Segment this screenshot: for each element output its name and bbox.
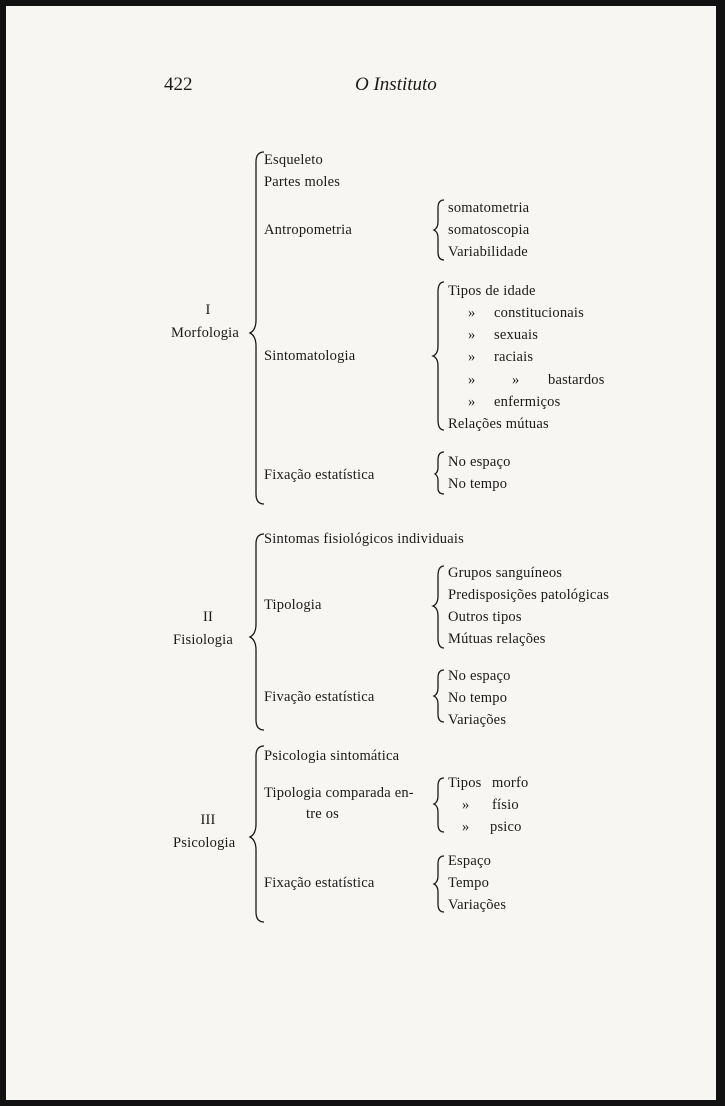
sub-tipos-de-idade: Tipos de idade <box>448 283 536 299</box>
sub-fisio: físio <box>492 797 519 813</box>
sub-variacoes: Variações <box>448 712 507 728</box>
sub-variabilidade: Variabilidade <box>448 244 528 260</box>
sub-outros-tipos: Outros tipos <box>448 609 522 625</box>
ditto-mark: » <box>468 327 476 343</box>
brace-morfologia <box>250 152 264 504</box>
ditto-mark: » <box>512 372 520 388</box>
brace-tipologia-comparada <box>434 778 444 832</box>
ditto-mark: » <box>462 797 470 813</box>
sub-constitucionais: constitucionais <box>494 305 584 321</box>
item-sintomatologia: Sintomatologia <box>264 348 356 364</box>
item-psicologia-sintomatica: Psicologia sintomática <box>264 748 400 764</box>
brace-fixacao-3 <box>434 856 444 912</box>
sub-no-espaco: No espaço <box>448 454 511 470</box>
item-tipologia-comparada: Tipologia comparada en- <box>264 785 414 801</box>
ditto-mark: » <box>468 305 476 321</box>
ditto-mark: » <box>468 372 476 388</box>
sub-relacoes-mutuas: Relações mútuas <box>448 416 549 432</box>
brace-tipologia <box>433 566 444 648</box>
sub-tempo: Tempo <box>448 875 490 891</box>
section-numeral-3: III <box>200 812 216 828</box>
item-fivacao-estatistica: Fivação estatística <box>264 689 375 705</box>
brace-sintomatologia <box>433 282 444 430</box>
item-tipologia-comparada-cont: tre os <box>306 806 340 822</box>
sub-bastardos: bastardos <box>548 372 605 388</box>
section-numeral-2: II <box>202 609 214 625</box>
sub-somatoscopia: somatoscopia <box>448 222 530 238</box>
book-page <box>6 6 716 1100</box>
item-sintomas-fisiologicos: Sintomas fisiológicos individuais <box>264 531 464 547</box>
page-number: 422 <box>164 74 193 95</box>
sub-no-tempo: No tempo <box>448 690 508 706</box>
running-title: O Instituto <box>355 74 437 95</box>
sub-somatometria: somatometria <box>448 200 530 216</box>
sub-predisposicoes: Predisposições patológicas <box>448 587 610 603</box>
ditto-mark: » <box>462 819 470 835</box>
item-partes-moles: Partes moles <box>264 174 341 190</box>
section-numeral-1: I <box>205 302 211 318</box>
sub-no-espaco: No espaço <box>448 668 511 684</box>
sub-sexuais: sexuais <box>494 327 539 343</box>
sub-raciais: raciais <box>494 349 534 365</box>
sub-mutuas-relacoes: Mútuas relações <box>448 631 546 647</box>
item-fixacao-estatistica: Fixação estatística <box>264 467 375 483</box>
brace-psicologia <box>250 746 264 922</box>
section-title-psicologia: Psicologia <box>173 835 236 851</box>
section-title-morfologia: Morfologia <box>171 325 240 341</box>
sub-grupos-sanguineos: Grupos sanguíneos <box>448 565 563 581</box>
brace-fixacao-1 <box>435 452 444 494</box>
item-antropometria: Antropometria <box>264 222 352 238</box>
ditto-mark: » <box>468 349 476 365</box>
item-esqueleto: Esqueleto <box>264 152 323 168</box>
brace-antropometria <box>434 200 444 260</box>
sub-psico: psico <box>490 819 522 835</box>
sub-morfo: morfo <box>492 775 529 791</box>
sub-no-tempo: No tempo <box>448 476 508 492</box>
sub-espaco: Espaço <box>448 853 492 869</box>
sub-variacoes: Variações <box>448 897 507 913</box>
item-fixacao-estatistica-3: Fixação estatística <box>264 875 375 891</box>
item-tipologia: Tipologia <box>264 597 322 613</box>
brace-fisiologia <box>250 534 264 730</box>
bracket-lines <box>6 6 716 1100</box>
ditto-mark: » <box>468 394 476 410</box>
sub-tipos: Tipos <box>448 775 482 791</box>
brace-fixacao-2 <box>434 670 444 722</box>
section-title-fisiologia: Fisiologia <box>173 632 234 648</box>
sub-enfermicos: enfermiços <box>494 394 561 410</box>
